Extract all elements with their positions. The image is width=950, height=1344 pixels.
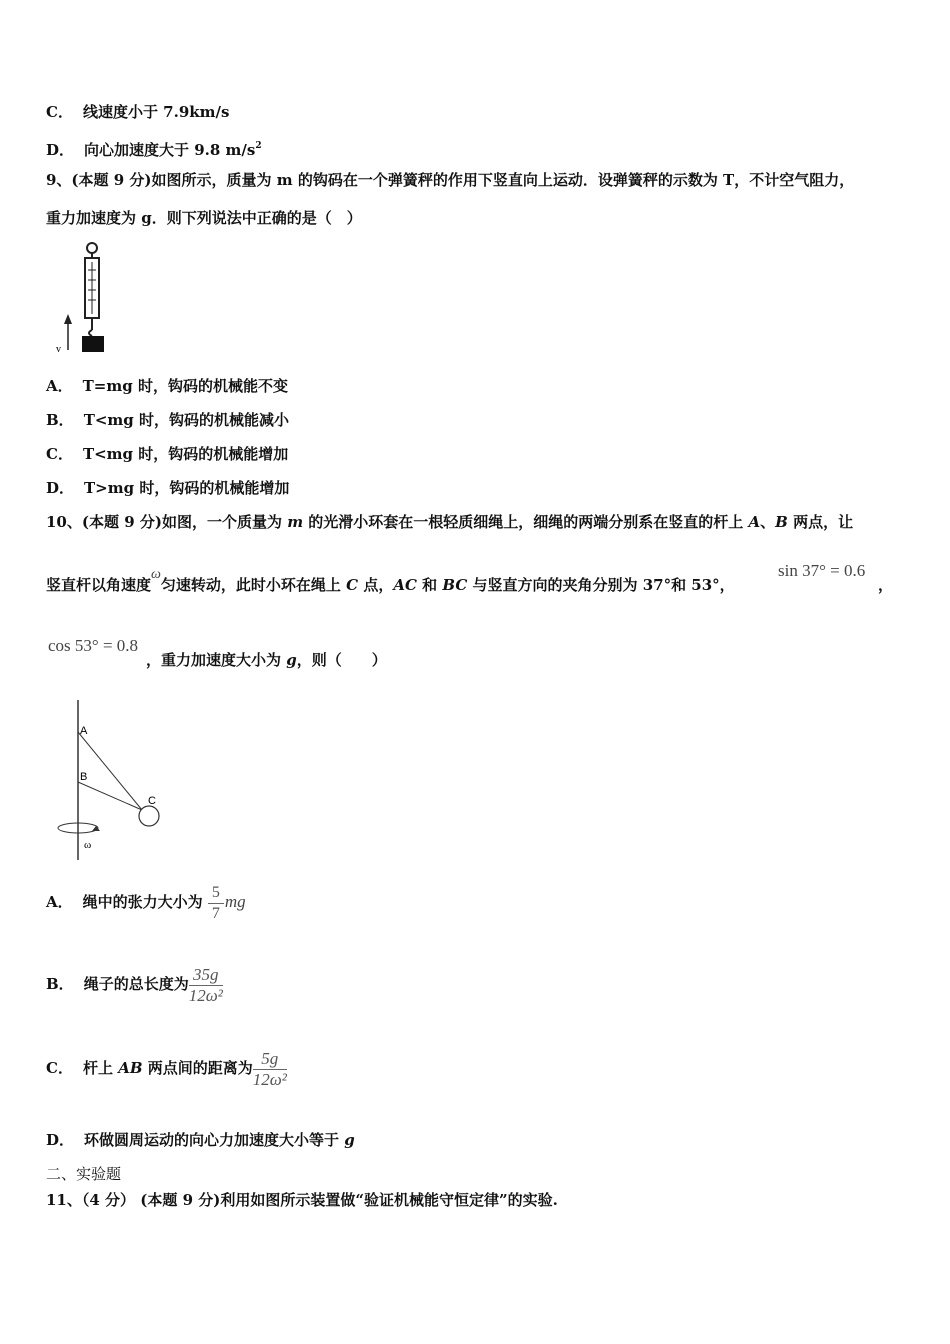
q9-stem-line1: 9、(本题 9 分)如图所示，质量为 m 的钩码在一个弹簧秤的作用下竖直向上运动．设弹簧秤的示数为 T，不计空气阻力， — [46, 171, 855, 189]
comma: ， — [878, 576, 894, 594]
label-omega: ω — [84, 839, 92, 851]
q8-option-c — [46, 102, 229, 122]
denominator: 12ω² — [188, 985, 223, 1005]
var-AC: AC — [393, 576, 417, 594]
var-A: A — [748, 513, 761, 531]
text-span: 两点，让 — [787, 513, 854, 531]
text-span: 、 — [760, 513, 776, 531]
option-letter: B． — [46, 411, 74, 429]
ring-c — [139, 806, 159, 826]
option-letter: B． — [46, 975, 74, 993]
label-a: A — [80, 725, 88, 737]
numerator: 35g — [189, 965, 223, 986]
option-text: T>mg 时，钩码的机械能增加 — [84, 479, 290, 497]
text-span: 的光滑小环套在一根轻质细绳上，细绳的两端分别系在竖直的杆上 — [303, 513, 749, 531]
var-AB: AB — [118, 1059, 143, 1077]
option-text: T<mg 时，钩码的机械能减小 — [83, 411, 290, 429]
var-B: B — [775, 513, 788, 531]
fraction — [253, 1049, 287, 1090]
option-letter: C． — [46, 1059, 73, 1077]
rotating-rod-figure — [50, 700, 180, 865]
fraction — [189, 965, 223, 1006]
var-C: C — [346, 576, 359, 594]
sin-expression: sin 37° = 0.6 — [778, 561, 866, 580]
q10-stem-line1 — [46, 512, 853, 532]
option-letter: C． — [46, 445, 73, 463]
denominator: 12ω² — [252, 1069, 287, 1089]
string-ac — [78, 732, 142, 810]
option-text: 两点间的距离为 — [142, 1059, 253, 1077]
q10-option-c — [46, 1046, 287, 1090]
superscript: 2 — [255, 141, 262, 151]
text-span: ，重力加速度大小为 — [146, 651, 287, 669]
section-title: 二、实验题 — [46, 1165, 122, 1183]
q11-stem: 11、（4 分） (本题 9 分)利用如图所示装置做“验证机械能守恒定律”的实验. — [46, 1191, 558, 1209]
q9-stem-line2: 重力加速度为 g．则下列说法中正确的是（ ） — [46, 209, 362, 227]
velocity-label: v — [56, 344, 61, 355]
text-span: 和 — [416, 576, 443, 594]
hook — [89, 330, 92, 336]
q10-option-b — [46, 962, 223, 1006]
var-m: m — [287, 513, 304, 531]
denominator: 7 — [211, 904, 220, 922]
option-letter: D． — [46, 141, 75, 159]
q9-option-b — [46, 410, 289, 430]
text-span: 10、(本题 9 分)如图，一个质量为 — [46, 513, 288, 531]
q9-option-c — [46, 444, 288, 464]
option-text: 绳子的总长度为 — [83, 975, 189, 993]
text-span: 点， — [358, 576, 394, 594]
q10-option-d — [46, 1130, 355, 1150]
option-letter: A． — [46, 377, 73, 395]
option-text: 环做圆周运动的向心力加速度大小等于 — [84, 1131, 345, 1149]
mg-term: mg — [224, 892, 246, 911]
label-b: B — [80, 771, 88, 783]
spring-scale-figure — [50, 240, 120, 360]
scale-ring — [87, 243, 97, 253]
option-text: T<mg 时，钩码的机械能增加 — [82, 445, 289, 463]
option-letter: D． — [46, 1131, 75, 1149]
text-span: 竖直杆以角速度 — [46, 576, 152, 594]
q10-stem-line3 — [146, 650, 387, 670]
text-span: ，则（ ） — [296, 651, 387, 669]
cos-expression: cos 53° = 0.8 — [48, 636, 139, 655]
numerator: 5 — [208, 883, 224, 904]
option-letter: A． — [46, 893, 73, 911]
fraction — [208, 883, 224, 924]
numerator: 5g — [253, 1049, 287, 1070]
var-g: g — [286, 651, 297, 669]
q10-option-a — [46, 880, 246, 924]
option-text: 绳中的张力大小为 — [82, 893, 203, 911]
omega-symbol: ω — [151, 567, 161, 582]
var-BC: BC — [442, 576, 468, 594]
arrow-head — [64, 314, 72, 324]
text-span: 与竖直方向的夹角分别为 37°和 53°， — [467, 576, 735, 594]
option-text: 向心加速度大于 9.8 m/s — [84, 141, 256, 159]
text-span: 匀速转动，此时小环在绳上 — [160, 576, 347, 594]
option-text: T=mg 时，钩码的机械能不变 — [82, 377, 288, 395]
label-c: C — [148, 795, 156, 807]
q8-option-d — [46, 136, 262, 160]
q9-option-d — [46, 478, 289, 498]
q10-stem-line2 — [46, 567, 735, 597]
string-bc — [78, 782, 142, 810]
option-text: 杆上 — [82, 1059, 119, 1077]
var-g: g — [344, 1131, 355, 1149]
weight-block — [82, 336, 104, 352]
option-letter: C． — [46, 103, 73, 121]
q9-option-a — [46, 376, 288, 396]
option-text: 线速度小于 7.9km/s — [82, 103, 230, 121]
option-letter: D． — [46, 479, 75, 497]
